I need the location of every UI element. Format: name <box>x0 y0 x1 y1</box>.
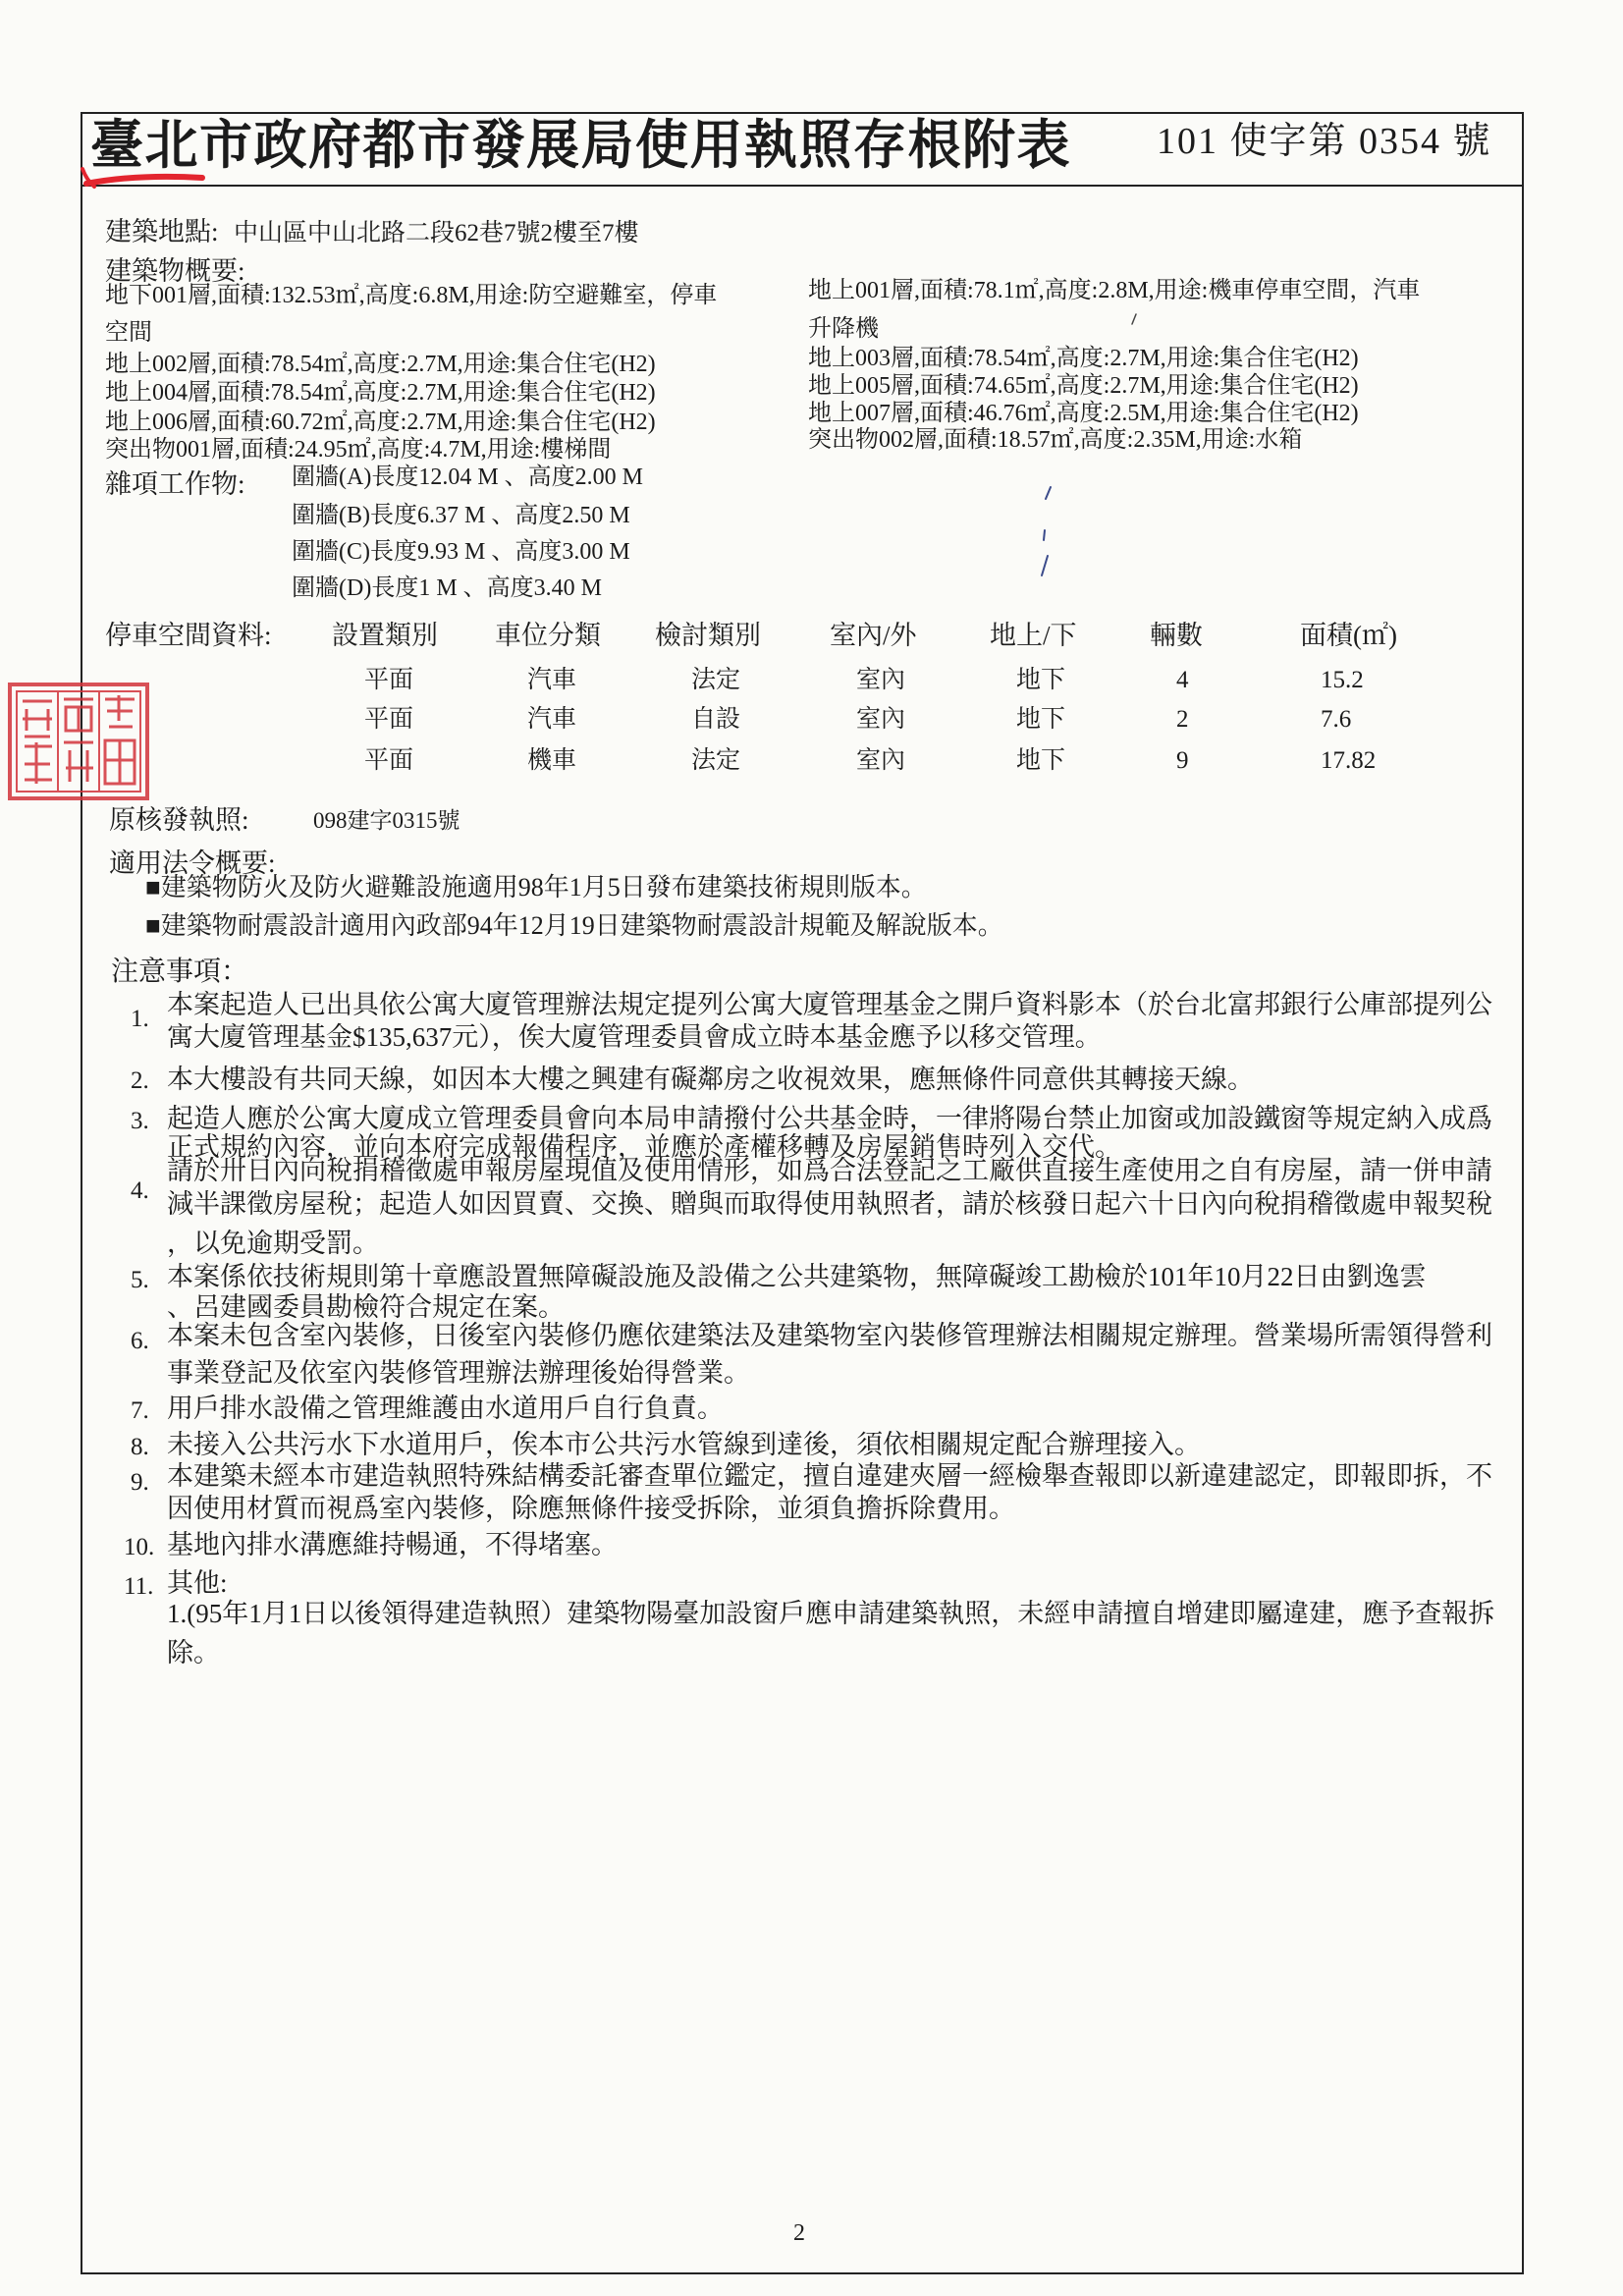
note-line: 其他: <box>167 1568 228 1598</box>
parking-cell: 15.2 <box>1321 667 1364 693</box>
regulations-label: 適用法令概要: <box>109 848 276 878</box>
page-title: 臺北市政府都市發展局使用執照存根附表 <box>90 116 1071 175</box>
note-line: 除。 <box>167 1638 220 1667</box>
parking-cell: 平面 <box>364 706 414 733</box>
parking-cell: 地下 <box>1016 667 1066 693</box>
parking-cell: 室內 <box>856 706 906 733</box>
parking-cell: 機車 <box>527 747 577 774</box>
parking-cell: 平面 <box>364 667 414 693</box>
note-line: 本建築未經本市建造執照特殊結構委託審查單位鑑定，擅自違建夾層一經檢舉查報即以新違建認定，即報即拆，不 <box>167 1461 1492 1491</box>
note-line: 請於卅日內向稅捐稽徵處申報房屋現值及使用情形，如爲合法登記之工廠供直接生產使用之自有房屋，請一併申請 <box>167 1156 1492 1185</box>
parking-cell: 9 <box>1176 747 1189 774</box>
note-line: 正式規約內容，並向本府完成報備程序，並應於產權移轉及房屋銷售時列入交代。 <box>167 1132 1121 1162</box>
note-line: 寓大廈管理基金$135,637元），俟大廈管理委員會成立時本基金應予以移交管理。 <box>167 1022 1102 1052</box>
note-line: 用戶排水設備之管理維護由水道用戶自行負責。 <box>167 1394 724 1423</box>
floor-line: 地上002層,面積:78.54㎡,高度:2.7M,用途:集合住宅(H2) <box>105 352 656 377</box>
floor-line: 地上007層,面積:46.76㎡,高度:2.5M,用途:集合住宅(H2) <box>808 401 1359 426</box>
note-line: 本案係依技術規則第十章應設置無障礙設施及設備之公共建築物，無障礙竣工勘檢於101年10月22日由劉逸雲 <box>167 1262 1427 1291</box>
note-number: 10. <box>124 1534 155 1560</box>
parking-cell: 2 <box>1176 706 1189 733</box>
floor-line: 地上004層,面積:78.54㎡,高度:2.7M,用途:集合住宅(H2) <box>105 380 656 406</box>
parking-header: 車位分類 <box>495 621 601 650</box>
parking-cell: 法定 <box>691 747 741 774</box>
parking-cell: 17.82 <box>1321 747 1377 774</box>
floor-line: 升降機 <box>808 316 879 342</box>
note-number: 4. <box>131 1177 149 1204</box>
notes-label: 注意事項： <box>111 957 249 987</box>
note-number: 2. <box>131 1067 149 1094</box>
misc-work-item: 圍牆(D)長度1 M 、高度3.40 M <box>292 575 602 601</box>
permit-number: 101 使字第 0354 號 <box>1157 121 1492 162</box>
parking-cell: 4 <box>1176 667 1189 693</box>
pen-mark <box>1031 481 1060 579</box>
parking-header: 檢討類別 <box>655 621 761 650</box>
note-number: 9. <box>131 1469 149 1496</box>
regulation-item: ■建築物耐震設計適用內政部94年12月19日建築物耐震設計規範及解說版本。 <box>145 911 1003 940</box>
parking-cell: 平面 <box>364 747 414 774</box>
note-number: 5. <box>131 1267 149 1293</box>
floor-line: 地上003層,面積:78.54㎡,高度:2.7M,用途:集合住宅(H2) <box>808 346 1359 371</box>
parking-cell: 地下 <box>1016 706 1066 733</box>
note-number: 6. <box>131 1328 149 1354</box>
pen-mark <box>1129 312 1139 326</box>
note-line: 因使用材質而視爲室內裝修，除應無條件接受拆除，並須負擔拆除費用。 <box>167 1494 1015 1523</box>
parking-cell: 法定 <box>691 667 741 693</box>
official-seal <box>7 682 150 801</box>
note-line: 本案未包含室內裝修，日後室內裝修仍應依建築法及建築物室內裝修管理辦法相關規定辦理。營業場所需領得營利 <box>167 1321 1492 1350</box>
misc-work-item: 圍牆(A)長度12.04 M 、高度2.00 M <box>292 465 643 490</box>
parking-cell: 地下 <box>1016 747 1066 774</box>
misc-works-label: 雜項工作物: <box>105 469 245 499</box>
parking-header: 面積(㎡) <box>1300 621 1397 650</box>
note-line: 本案起造人已出具依公寓大廈管理辦法規定提列公寓大廈管理基金之開戶資料影本（於台北富邦銀行公庫部提列公 <box>167 990 1492 1019</box>
parking-header: 輛數 <box>1150 621 1203 650</box>
note-line: 減半課徵房屋稅；起造人如因買賣、交換、贈與而取得使用執照者，請於核發日起六十日內向稅捐稽徵處申報契稅 <box>167 1189 1492 1219</box>
original-permit-label: 原核發執照: <box>109 805 249 835</box>
note-number: 1. <box>131 1006 149 1032</box>
red-underline-mark <box>0 0 1 1</box>
parking-header: 地上/下 <box>990 621 1077 650</box>
parking-label: 停車空間資料: <box>105 621 272 650</box>
note-line: 、呂建國委員勘檢符合規定在案。 <box>167 1292 565 1322</box>
note-line: 事業登記及依室內裝修管理辦法辦理後始得營業。 <box>167 1358 750 1388</box>
parking-cell: 自設 <box>691 706 741 733</box>
note-line: 本大樓設有共同天線，如因本大樓之興建有礙鄰房之收視效果，應無條件同意供其轉接天線。 <box>167 1065 1254 1094</box>
note-number: 3. <box>131 1108 149 1134</box>
parking-header: 室內/外 <box>830 621 917 650</box>
note-line: 基地內排水溝應維持暢通，不得堵塞。 <box>167 1530 618 1559</box>
parking-cell: 汽車 <box>527 706 577 733</box>
note-line: ，以免逾期受罰。 <box>167 1229 379 1258</box>
parking-cell: 7.6 <box>1321 706 1352 733</box>
parking-cell: 室內 <box>856 747 906 774</box>
overview-label: 建築物概要: <box>105 256 245 286</box>
parking-cell: 汽車 <box>527 667 577 693</box>
floor-line: 突出物001層,面積:24.95㎡,高度:4.7M,用途:樓梯間 <box>105 437 612 463</box>
misc-work-item: 圍牆(B)長度6.37 M 、高度2.50 M <box>292 503 630 528</box>
note-line: 起造人應於公寓大廈成立管理委員會向本局申請撥付公共基金時，一律將陽台禁止加窗或加設鐵窗等規定納入成爲 <box>167 1104 1492 1133</box>
original-permit-value: 098建字0315號 <box>313 808 460 833</box>
misc-work-item: 圍牆(C)長度9.93 M 、高度3.00 M <box>292 539 630 565</box>
location-label: 建築地點: <box>105 217 219 246</box>
floor-line: 地上005層,面積:74.65㎡,高度:2.7M,用途:集合住宅(H2) <box>808 373 1359 399</box>
note-number: 8. <box>131 1434 149 1460</box>
floor-line: 地上001層,面積:78.1㎡,高度:2.8M,用途:機車停車空間，汽車 <box>808 278 1421 303</box>
floor-line: 突出物002層,面積:18.57㎡,高度:2.35M,用途:水箱 <box>808 427 1303 453</box>
title-divider <box>81 185 1524 187</box>
note-line: 未接入公共污水下水道用戶，俟本市公共污水管線到達後，須依相關規定配合辦理接入。 <box>167 1430 1201 1459</box>
location-value: 中山區中山北路二段62巷7號2樓至7樓 <box>234 220 639 246</box>
regulation-item: ■建築物防火及防火避難設施適用98年1月5日發布建築技術規則版本。 <box>145 873 927 902</box>
parking-header: 設置類別 <box>332 621 438 650</box>
note-line: 1.(95年1月1日以後領得建造執照）建築物陽臺加設窗戶應申請建築執照，未經申請擅自增建即屬違建，應予查報拆 <box>167 1599 1495 1628</box>
page-number: 2 <box>793 2220 805 2246</box>
floor-line: 地下001層,面積:132.53㎡,高度:6.8M,用途:防空避難室，停車 <box>105 283 718 308</box>
note-number: 7. <box>131 1397 149 1424</box>
floor-line: 地上006層,面積:60.72㎡,高度:2.7M,用途:集合住宅(H2) <box>105 410 656 435</box>
note-number: 11. <box>124 1573 154 1600</box>
floor-line: 空間 <box>105 320 152 346</box>
parking-cell: 室內 <box>856 667 906 693</box>
